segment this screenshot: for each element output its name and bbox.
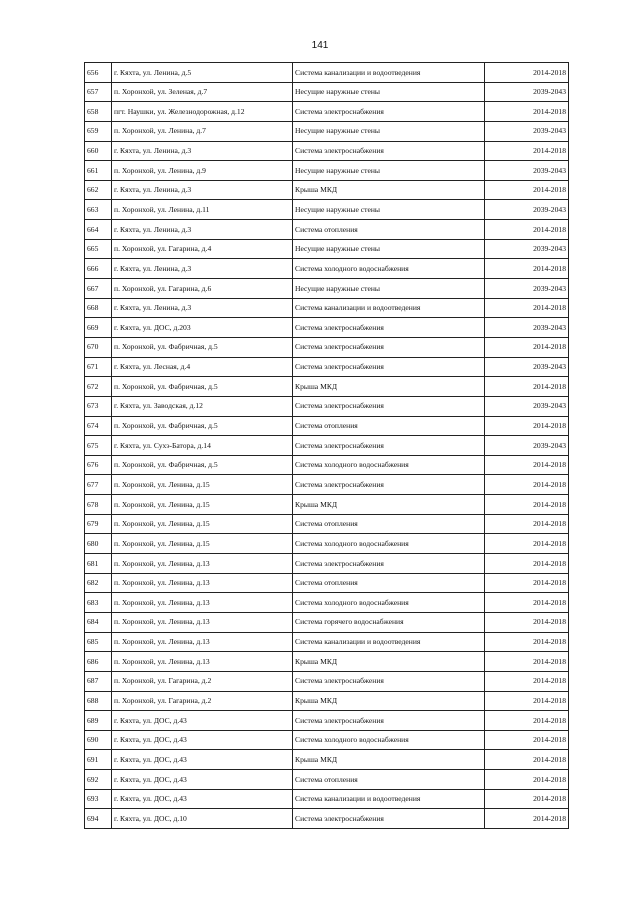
table-row	[85, 121, 569, 141]
system-cell: Система горячего водоснабжения	[293, 612, 485, 632]
system-cell: Несущие наружные стены	[293, 82, 485, 102]
address-cell: п. Хоронхой, ул. Гагарина, д.2	[112, 691, 293, 711]
system-cell: Крыша МКД	[293, 652, 485, 672]
table-row	[85, 730, 569, 750]
period-cell: 2014-2018	[485, 554, 569, 574]
system-cell: Несущие наружные стены	[293, 161, 485, 181]
row-number-cell: 659	[85, 121, 112, 141]
row-number-cell: 666	[85, 259, 112, 279]
row-number-cell: 686	[85, 652, 112, 672]
row-number-cell: 678	[85, 495, 112, 515]
address-cell: п. Хоронхой, ул. Ленина, д.15	[112, 495, 293, 515]
address-cell: п. Хоронхой, ул. Ленина, д.15	[112, 475, 293, 495]
system-cell: Система отопления	[293, 770, 485, 790]
period-cell: 2014-2018	[485, 475, 569, 495]
system-cell: Система холодного водоснабжения	[293, 534, 485, 554]
period-cell: 2014-2018	[485, 337, 569, 357]
address-cell: п. Хоронхой, ул. Фабричная, д.5	[112, 337, 293, 357]
system-cell: Система отопления	[293, 573, 485, 593]
address-cell: п. Хоронхой, ул. Фабричная, д.5	[112, 416, 293, 436]
address-cell: г. Кяхта, ул. Сухэ-Батора, д.14	[112, 436, 293, 456]
system-cell: Крыша МКД	[293, 495, 485, 515]
table-row	[85, 357, 569, 377]
address-cell: г. Кяхта, ул. ДОС, д.43	[112, 730, 293, 750]
table-row	[85, 63, 569, 83]
system-cell: Система канализации и водоотведения	[293, 632, 485, 652]
address-cell: г. Кяхта, ул. Ленина, д.3	[112, 298, 293, 318]
row-number-cell: 690	[85, 730, 112, 750]
address-cell: п. Хоронхой, ул. Ленина, д.13	[112, 573, 293, 593]
table-row	[85, 770, 569, 790]
address-cell: п. Хоронхой, ул. Гагарина, д.2	[112, 671, 293, 691]
row-number-cell: 681	[85, 554, 112, 574]
period-cell: 2014-2018	[485, 730, 569, 750]
address-cell: г. Кяхта, ул. Ленина, д.3	[112, 180, 293, 200]
row-number-cell: 660	[85, 141, 112, 161]
row-number-cell: 679	[85, 514, 112, 534]
table-row	[85, 809, 569, 829]
row-number-cell: 658	[85, 102, 112, 122]
row-number-cell: 674	[85, 416, 112, 436]
row-number-cell: 661	[85, 161, 112, 181]
system-cell: Система электроснабжения	[293, 318, 485, 338]
address-cell: п. Хоронхой, ул. Ленина, д.9	[112, 161, 293, 181]
table-row	[85, 102, 569, 122]
system-cell: Система отопления	[293, 514, 485, 534]
address-cell: пгт. Наушки, ул. Железнодорожная, д.12	[112, 102, 293, 122]
address-cell: п. Хоронхой, ул. Ленина, д.13	[112, 652, 293, 672]
system-cell: Крыша МКД	[293, 750, 485, 770]
system-cell: Система холодного водоснабжения	[293, 455, 485, 475]
row-number-cell: 670	[85, 337, 112, 357]
table-row	[85, 632, 569, 652]
address-cell: г. Кяхта, ул. ДОС, д.43	[112, 770, 293, 790]
address-cell: п. Хоронхой, ул. Ленина, д.13	[112, 593, 293, 613]
period-cell: 2014-2018	[485, 259, 569, 279]
row-number-cell: 676	[85, 455, 112, 475]
address-cell: г. Кяхта, ул. Ленина, д.5	[112, 63, 293, 83]
row-number-cell: 667	[85, 279, 112, 299]
system-cell: Система электроснабжения	[293, 102, 485, 122]
period-cell: 2014-2018	[485, 632, 569, 652]
address-cell: п. Хоронхой, ул. Ленина, д.7	[112, 121, 293, 141]
address-cell: г. Кяхта, ул. ДОС, д.203	[112, 318, 293, 338]
period-cell: 2014-2018	[485, 180, 569, 200]
table-row	[85, 337, 569, 357]
system-cell: Система электроснабжения	[293, 809, 485, 829]
address-cell: п. Хоронхой, ул. Фабричная, д.5	[112, 455, 293, 475]
system-cell: Система канализации и водоотведения	[293, 298, 485, 318]
row-number-cell: 665	[85, 239, 112, 259]
system-cell: Система электроснабжения	[293, 475, 485, 495]
table-row	[85, 711, 569, 731]
period-cell: 2039-2043	[485, 200, 569, 220]
system-cell: Несущие наружные стены	[293, 279, 485, 299]
repair-schedule-table	[84, 62, 569, 829]
address-cell: п. Хоронхой, ул. Ленина, д.15	[112, 534, 293, 554]
row-number-cell: 691	[85, 750, 112, 770]
period-cell: 2014-2018	[485, 770, 569, 790]
table-row	[85, 534, 569, 554]
period-cell: 2014-2018	[485, 534, 569, 554]
row-number-cell: 677	[85, 475, 112, 495]
row-number-cell: 671	[85, 357, 112, 377]
address-cell: п. Хоронхой, ул. Ленина, д.11	[112, 200, 293, 220]
period-cell: 2014-2018	[485, 298, 569, 318]
row-number-cell: 685	[85, 632, 112, 652]
address-cell: п. Хоронхой, ул. Фабричная, д.5	[112, 377, 293, 397]
period-cell: 2014-2018	[485, 455, 569, 475]
table-row	[85, 612, 569, 632]
row-number-cell: 656	[85, 63, 112, 83]
table-body	[85, 63, 569, 829]
system-cell: Система электроснабжения	[293, 357, 485, 377]
period-cell: 2014-2018	[485, 141, 569, 161]
row-number-cell: 675	[85, 436, 112, 456]
address-cell: г. Кяхта, ул. Ленина, д.3	[112, 259, 293, 279]
address-cell: п. Хоронхой, ул. Зеленая, д.7	[112, 82, 293, 102]
address-cell: г. Кяхта, ул. Ленина, д.3	[112, 141, 293, 161]
row-number-cell: 687	[85, 671, 112, 691]
period-cell: 2014-2018	[485, 652, 569, 672]
period-cell: 2014-2018	[485, 102, 569, 122]
table-row	[85, 180, 569, 200]
table-row	[85, 514, 569, 534]
table-row	[85, 593, 569, 613]
period-cell: 2039-2043	[485, 396, 569, 416]
row-number-cell: 664	[85, 220, 112, 240]
row-number-cell: 683	[85, 593, 112, 613]
address-cell: г. Кяхта, ул. ДОС, д.43	[112, 750, 293, 770]
period-cell: 2039-2043	[485, 279, 569, 299]
row-number-cell: 673	[85, 396, 112, 416]
table-row	[85, 652, 569, 672]
system-cell: Крыша МКД	[293, 180, 485, 200]
period-cell: 2014-2018	[485, 377, 569, 397]
row-number-cell: 657	[85, 82, 112, 102]
row-number-cell: 672	[85, 377, 112, 397]
row-number-cell: 663	[85, 200, 112, 220]
table-row	[85, 82, 569, 102]
table-row	[85, 455, 569, 475]
period-cell: 2014-2018	[485, 495, 569, 515]
period-cell: 2039-2043	[485, 357, 569, 377]
period-cell: 2014-2018	[485, 514, 569, 534]
table-row	[85, 495, 569, 515]
period-cell: 2014-2018	[485, 612, 569, 632]
system-cell: Крыша МКД	[293, 691, 485, 711]
address-cell: г. Кяхта, ул. Заводская, д.12	[112, 396, 293, 416]
address-cell: п. Хоронхой, ул. Гагарина, д.6	[112, 279, 293, 299]
address-cell: п. Хоронхой, ул. Ленина, д.15	[112, 514, 293, 534]
period-cell: 2014-2018	[485, 593, 569, 613]
table-row	[85, 239, 569, 259]
row-number-cell: 694	[85, 809, 112, 829]
period-cell: 2014-2018	[485, 63, 569, 83]
address-cell: г. Кяхта, ул. Ленина, д.3	[112, 220, 293, 240]
system-cell: Система электроснабжения	[293, 554, 485, 574]
table-row	[85, 671, 569, 691]
table-row	[85, 789, 569, 809]
address-cell: п. Хоронхой, ул. Гагарина, д.4	[112, 239, 293, 259]
period-cell: 2014-2018	[485, 789, 569, 809]
row-number-cell: 684	[85, 612, 112, 632]
system-cell: Несущие наружные стены	[293, 239, 485, 259]
period-cell: 2039-2043	[485, 82, 569, 102]
period-cell: 2039-2043	[485, 318, 569, 338]
row-number-cell: 680	[85, 534, 112, 554]
table-row	[85, 298, 569, 318]
system-cell: Система канализации и водоотведения	[293, 789, 485, 809]
system-cell: Система электроснабжения	[293, 671, 485, 691]
system-cell: Система отопления	[293, 416, 485, 436]
period-cell: 2039-2043	[485, 121, 569, 141]
period-cell: 2014-2018	[485, 220, 569, 240]
system-cell: Система электроснабжения	[293, 711, 485, 731]
system-cell: Система канализации и водоотведения	[293, 63, 485, 83]
period-cell: 2039-2043	[485, 436, 569, 456]
period-cell: 2014-2018	[485, 416, 569, 436]
system-cell: Система электроснабжения	[293, 337, 485, 357]
address-cell: п. Хоронхой, ул. Ленина, д.13	[112, 632, 293, 652]
address-cell: п. Хоронхой, ул. Ленина, д.13	[112, 612, 293, 632]
system-cell: Несущие наружные стены	[293, 121, 485, 141]
table-row	[85, 436, 569, 456]
row-number-cell: 682	[85, 573, 112, 593]
row-number-cell: 688	[85, 691, 112, 711]
system-cell: Система холодного водоснабжения	[293, 259, 485, 279]
row-number-cell: 692	[85, 770, 112, 790]
period-cell: 2014-2018	[485, 573, 569, 593]
address-cell: г. Кяхта, ул. Лесная, д.4	[112, 357, 293, 377]
table-row	[85, 220, 569, 240]
period-cell: 2014-2018	[485, 711, 569, 731]
period-cell: 2039-2043	[485, 239, 569, 259]
row-number-cell: 669	[85, 318, 112, 338]
row-number-cell: 693	[85, 789, 112, 809]
table-row	[85, 691, 569, 711]
row-number-cell: 689	[85, 711, 112, 731]
system-cell: Система электроснабжения	[293, 396, 485, 416]
table-row	[85, 141, 569, 161]
table-row	[85, 279, 569, 299]
row-number-cell: 668	[85, 298, 112, 318]
address-cell: г. Кяхта, ул. ДОС, д.43	[112, 789, 293, 809]
page-number: 141	[311, 40, 329, 51]
table-row	[85, 259, 569, 279]
address-cell: г. Кяхта, ул. ДОС, д.43	[112, 711, 293, 731]
system-cell: Несущие наружные стены	[293, 200, 485, 220]
table-row	[85, 396, 569, 416]
address-cell: п. Хоронхой, ул. Ленина, д.13	[112, 554, 293, 574]
system-cell: Система отопления	[293, 220, 485, 240]
period-cell: 2014-2018	[485, 671, 569, 691]
table-row	[85, 554, 569, 574]
system-cell: Крыша МКД	[293, 377, 485, 397]
table-row	[85, 416, 569, 436]
system-cell: Система холодного водоснабжения	[293, 593, 485, 613]
address-cell: г. Кяхта, ул. ДОС, д.10	[112, 809, 293, 829]
system-cell: Система холодного водоснабжения	[293, 730, 485, 750]
system-cell: Система электроснабжения	[293, 436, 485, 456]
table-row	[85, 377, 569, 397]
period-cell: 2014-2018	[485, 809, 569, 829]
period-cell: 2014-2018	[485, 691, 569, 711]
period-cell: 2014-2018	[485, 750, 569, 770]
table-row	[85, 318, 569, 338]
system-cell: Система электроснабжения	[293, 141, 485, 161]
table-row	[85, 161, 569, 181]
row-number-cell: 662	[85, 180, 112, 200]
period-cell: 2039-2043	[485, 161, 569, 181]
table-row	[85, 573, 569, 593]
table-row	[85, 200, 569, 220]
table-row	[85, 750, 569, 770]
table-row	[85, 475, 569, 495]
